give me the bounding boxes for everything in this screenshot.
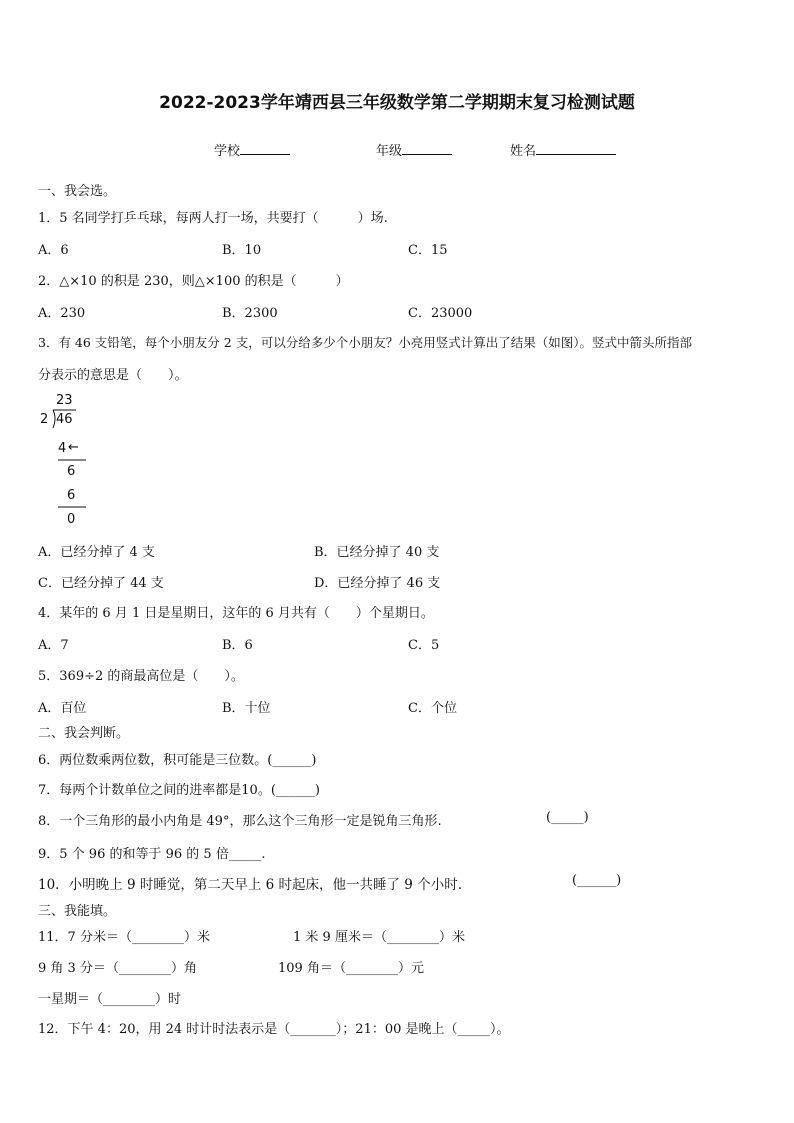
division-dividend: 46 xyxy=(56,412,73,427)
q3-option-d: D．已经分掉了 46 支 xyxy=(314,576,441,591)
long-division-figure xyxy=(36,393,96,533)
name-blank[interactable] xyxy=(536,140,616,155)
division-step-2: 6 xyxy=(67,464,76,479)
q3-option-a: A．已经分掉了 4 支 xyxy=(38,545,155,560)
section-heading-1: 一、我会选。 xyxy=(38,184,117,199)
q4-option-a: A．7 xyxy=(38,638,69,653)
division-remainder: 0 xyxy=(67,512,76,527)
q8-answer-blank[interactable]: (_____) xyxy=(546,810,589,825)
grade-field[interactable] xyxy=(376,140,452,159)
question-11-e: 一星期＝（________）时 xyxy=(38,992,182,1007)
q4-option-b: B．6 xyxy=(222,638,253,653)
grade-label: 年级 xyxy=(376,144,403,159)
question-4: 4．某年的 6 月 1 日是星期日，这年的 6 月共有（ ）个星期日。 xyxy=(38,606,434,621)
question-11-c: 9 角 3 分＝（________）角 xyxy=(38,961,197,976)
division-step-1: 4 xyxy=(58,441,67,456)
q1-option-a: A．6 xyxy=(38,243,69,258)
question-11-a: 11．7 分米＝（________）米 xyxy=(38,930,210,945)
division-step-3: 6 xyxy=(67,488,76,503)
school-field[interactable] xyxy=(214,140,290,159)
question-5: 5．369÷2 的商最高位是（ ）。 xyxy=(38,669,244,684)
q2-option-b: B．2300 xyxy=(222,306,278,321)
question-7: 7．每两个计数单位之间的进率都是10。(______) xyxy=(38,783,320,798)
q5-option-a: A．百位 xyxy=(38,701,87,716)
q3-option-c: C．已经分掉了 44 支 xyxy=(38,576,164,591)
division-divisor: 2 xyxy=(40,412,49,427)
q4-option-c: C．5 xyxy=(408,638,440,653)
question-11-d: 109 角＝（________）元 xyxy=(278,961,424,976)
question-10: 10．小明晚上 9 时睡觉，第二天早上 6 时起床，他一共睡了 9 个小时. xyxy=(38,877,462,893)
question-12: 12．下午 4：20，用 24 时计时法表示是（_______）；21：00 是晚上（_____）。 xyxy=(38,1022,510,1037)
arrow-left-icon: ← xyxy=(68,440,79,455)
question-3-line-1: 3．有 46 支铅笔，每个小朋友分 2 支，可以分给多少个小朋友？小亮用竖式计算出了结果（如图）。竖式中箭头所指部 xyxy=(38,335,692,350)
question-1: 1．5 名同学打乒乓球，每两人打一场，共要打（ ）场. xyxy=(38,211,388,226)
q5-option-c: C．个位 xyxy=(408,701,457,716)
q1-option-c: C．15 xyxy=(408,243,448,258)
school-label: 学校 xyxy=(214,144,241,159)
name-label: 姓名 xyxy=(510,144,537,159)
section-heading-2: 二、我会判断。 xyxy=(38,726,130,741)
section-heading-3: 三、我能填。 xyxy=(38,904,117,919)
q3-option-b: B．已经分掉了 40 支 xyxy=(314,545,440,560)
q2-option-c: C．23000 xyxy=(408,306,473,321)
question-11-b: 1 米 9 厘米＝（________）米 xyxy=(293,930,465,945)
school-blank[interactable] xyxy=(240,140,290,155)
q10-answer-blank[interactable]: (______) xyxy=(572,873,622,888)
q5-option-b: B．十位 xyxy=(222,701,271,716)
grade-blank[interactable] xyxy=(402,140,452,155)
question-9: 9．5 个 96 的和等于 96 的 5 倍_____. xyxy=(38,847,266,862)
name-field[interactable] xyxy=(510,140,616,159)
question-3-line-2: 分表示的意思是（ ）。 xyxy=(38,368,188,383)
q1-option-b: B．10 xyxy=(222,243,262,258)
q2-option-a: A．230 xyxy=(38,306,86,321)
question-8: 8．一个三角形的最小内角是 49°，那么这个三角形一定是锐角三角形. xyxy=(38,814,442,829)
page-title: 2022-2023学年靖西县三年级数学第二学期期末复习检测试题 xyxy=(159,93,635,113)
question-6: 6．两位数乘两位数，积可能是三位数。(______) xyxy=(38,753,317,768)
division-quotient: 23 xyxy=(56,393,73,408)
question-2: 2．△×10 的积是 230，则△×100 的积是（ ） xyxy=(38,274,349,289)
